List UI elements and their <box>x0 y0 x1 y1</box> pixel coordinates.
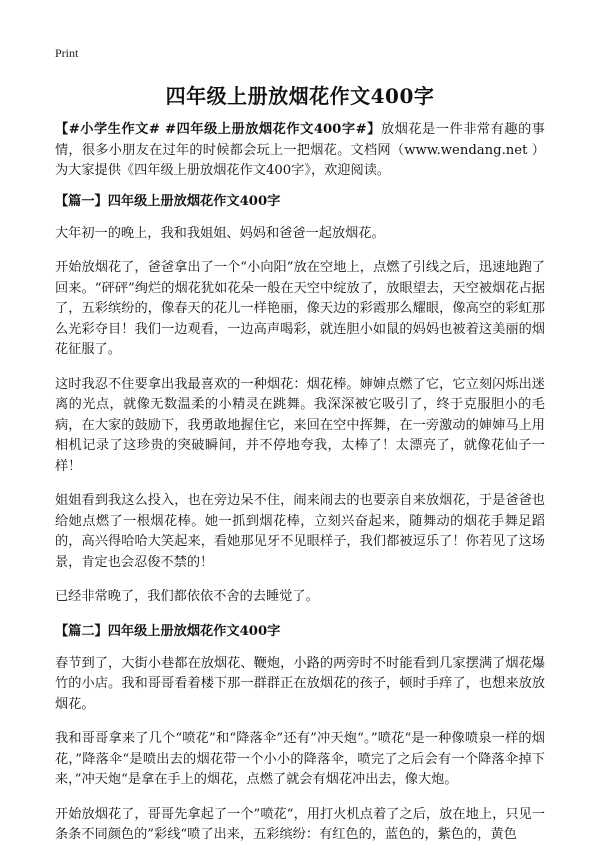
intro-paragraph <box>55 120 545 182</box>
paragraph: 春节到了，大街小巷都在放烟花、鞭炮，小路的两旁时不时能看到几家摆满了烟花爆竹的小店。我和哥哥看着楼下那一群群正在放烟花的孩子，顿时手痒了，也想来放放烟花。 <box>55 655 545 712</box>
article-body <box>55 120 545 860</box>
intro-tags: 【#小学生作文# #四年级上册放烟花作文400字#】 <box>55 122 381 137</box>
paragraph: 我和哥哥拿来了几个“喷花”和“降落伞”还有”冲天炮“。”喷花“是一种像喷泉一样的烟花，”降落伞“是喷出去的烟花带一个小小的降落伞，喷完了之后会有一个降落伞掉下来，”冲天炮“是拿在手上的烟花，点燃了就会有烟花冲出去，像大炮。 <box>55 731 545 787</box>
page-title: 四年级上册放烟花作文400字 <box>165 84 435 108</box>
intro-text: 放烟花是一件非常有趣的事情，很多小朋友在过年的时候都会玩上一把烟花。文档网（www.wendang.net ）为大家提供《四年级上册放烟花作文400字》，欢迎阅读。 <box>55 122 545 178</box>
print-link[interactable]: Print <box>55 46 79 60</box>
section-heading-2: 【篇二】四年级上册放烟花作文400字 <box>55 623 281 639</box>
paragraph: 大年初一的晚上，我和我姐姐、妈妈和爸爸一起放烟花。 <box>55 225 385 241</box>
paragraph: 已经非常晚了，我们都依依不舍的去睡觉了。 <box>55 589 319 604</box>
paragraph: 开始放烟花了，爸爸拿出了一个“小向阳”放在空地上，点燃了引线之后，迅速地跑了回来。“砰砰”绚烂的烟花犹如花朵一般在天空中绽放了，放眼望去，天空被烟花占据了，五彩缤纷的，像春天的花儿一样艳丽，像天边的彩霞那么耀眼，像高空的彩虹那么光彩夺目！我们一边观看，一边高声喝彩，就连胆小如鼠的妈妈也被着这美丽的烟花征服了。 <box>55 260 545 357</box>
section-heading-1: 【篇一】四年级上册放烟花作文400字 <box>55 193 281 209</box>
paragraph: 这时我忍不住要拿出我最喜欢的一种烟花：烟花棒。婶婶点燃了它，它立刻闪烁出迷离的光点，就像无数温柔的小精灵在跳舞。我深深被它吸引了，终于克服胆小的毛病，在大家的鼓励下，我勇敢地握住它，来回在空中挥舞，在一旁激动的婶婶马上用相机记录了这珍贵的突破瞬间，并不停地夸我，太棒了！太漂亮了，就像花仙子一样！ <box>55 376 545 474</box>
paragraph: 开始放烟花了，哥哥先拿起了一个”喷花“，用打火机点着了之后，放在地上，只见一条条不同颜色的”彩线“喷了出来，五彩缤纷：有红色的，蓝色的，紫色的，黄色 <box>55 806 545 842</box>
paragraph: 姐姐看到我这么投入，也在旁边呆不住，闹来闹去的也要亲自来放烟花，于是爸爸也给她点燃了一根烟花棒。她一抓到烟花棒，立刻兴奋起来，随舞动的烟花手舞足蹈的，高兴得哈哈大笑起来，看她那见牙不见眼样子，我们都被逗乐了！你若见了这场景，肯定也会忍俊不禁的！ <box>55 493 545 570</box>
